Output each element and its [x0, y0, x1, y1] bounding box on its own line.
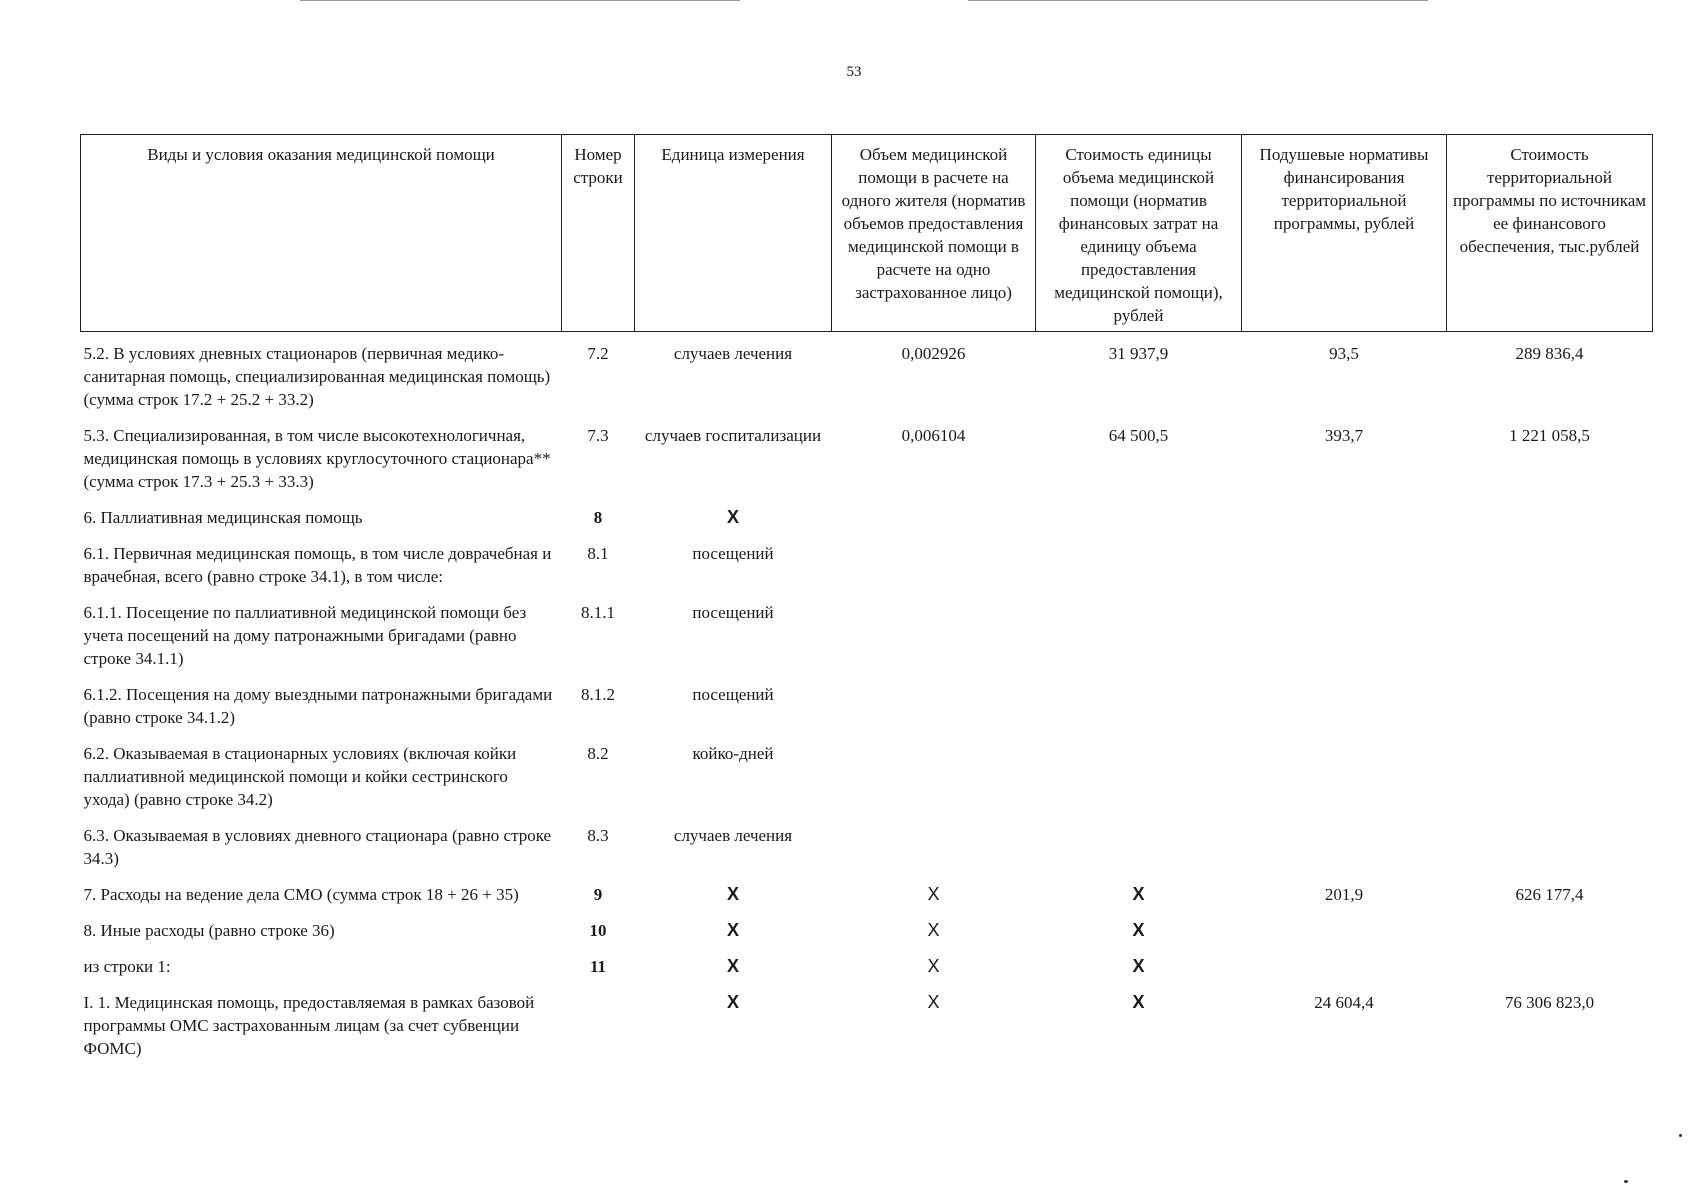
- row-unit: случаев лечения: [673, 826, 793, 845]
- table-row: [81, 506, 1653, 542]
- table-row: [81, 824, 1653, 883]
- row-per-capita: [1242, 601, 1447, 683]
- row-unit-cost: Х: [1132, 920, 1145, 940]
- row-total: [1447, 683, 1653, 742]
- row-total: [1447, 506, 1653, 542]
- scan-edge-right: [968, 0, 1428, 1]
- row-unit-cost: 31 937,9: [1108, 344, 1169, 363]
- table-row: [81, 424, 1653, 506]
- row-unit-cost: [1036, 601, 1242, 683]
- row-volume: [832, 683, 1036, 742]
- row-line: 8.1.2: [581, 685, 615, 704]
- row-line: 7.2: [587, 344, 609, 363]
- row-volume: [832, 506, 1036, 542]
- row-per-capita: 201,9: [1324, 885, 1364, 904]
- table-row: [81, 742, 1653, 824]
- row-unit: Х: [726, 956, 739, 976]
- table-body: [81, 332, 1653, 1074]
- row-line: 8.1.1: [581, 603, 615, 622]
- row-unit: посещений: [692, 685, 774, 704]
- row-description: 6. Паллиативная медицинская помощь: [83, 508, 363, 527]
- row-unit: случаев лечения: [673, 344, 793, 363]
- row-volume: Х: [927, 920, 940, 940]
- row-description: 6.3. Оказываемая в условиях дневного стационара (равно строке 34.3): [83, 826, 552, 868]
- row-total: [1447, 542, 1653, 601]
- row-unit-cost: [1036, 542, 1242, 601]
- header-unit-cost: Стоимость единицы объема медицинской помощи (норматив финансовых затрат на единицу объема предоставления медицинской помощи), рублей: [1036, 135, 1242, 332]
- row-description: 6.1.1. Посещение по паллиативной медицинской помощи без учета посещений на дому патронажными бригадами (равно строке 34.1.1): [83, 603, 527, 668]
- scan-speck: [1624, 1180, 1628, 1183]
- row-unit-cost: [1036, 506, 1242, 542]
- row-description: 6.2. Оказываемая в стационарных условиях (включая койки паллиативной медицинской помощи и койки сестринского ухода) (равно строке 34.2): [83, 744, 517, 809]
- row-volume: [832, 824, 1036, 883]
- table-row: [81, 991, 1653, 1073]
- row-total: [1447, 742, 1653, 824]
- row-unit: Х: [726, 992, 739, 1012]
- row-unit: койко-дней: [692, 744, 774, 763]
- row-volume: 0,006104: [901, 426, 966, 445]
- table-row: [81, 883, 1653, 919]
- row-per-capita: [1242, 742, 1447, 824]
- row-per-capita: 93,5: [1329, 344, 1359, 363]
- row-line: 8.1: [587, 544, 609, 563]
- row-line: 10: [589, 921, 607, 940]
- table-row: [81, 332, 1653, 425]
- row-unit-cost: [1036, 683, 1242, 742]
- table-row: [81, 955, 1653, 991]
- row-per-capita: 393,7: [1324, 426, 1364, 445]
- row-per-capita: 24 604,4: [1314, 993, 1374, 1012]
- header-per-capita: Подушевые нормативы финансирования территориальной программы, рублей: [1242, 135, 1447, 332]
- row-description: из строки 1:: [83, 957, 171, 976]
- page-number: 53: [846, 64, 862, 80]
- row-total: 289 836,4: [1515, 344, 1584, 363]
- table-row: [81, 542, 1653, 601]
- header-unit: Единица измерения: [635, 135, 832, 332]
- row-total: 76 306 823,0: [1504, 993, 1595, 1012]
- table-row: [81, 919, 1653, 955]
- row-description: 6.1. Первичная медицинская помощь, в том числе доврачебная и врачебная, всего (равно строке 34.1), в том числе:: [83, 544, 552, 586]
- row-line: 8: [593, 508, 603, 527]
- row-per-capita: [1242, 683, 1447, 742]
- row-unit-cost: [1036, 742, 1242, 824]
- row-unit: Х: [726, 884, 739, 904]
- row-line: 11: [589, 957, 607, 976]
- row-description: 5.2. В условиях дневных стационаров (первичная медико-санитарная помощь, специализированная медицинская помощь) (сумма строк 17.2 + 25.2 + 33.2): [83, 344, 551, 409]
- row-unit-cost: 64 500,5: [1108, 426, 1169, 445]
- row-unit: посещений: [692, 603, 774, 622]
- row-volume: 0,002926: [901, 344, 966, 363]
- row-per-capita: [1242, 824, 1447, 883]
- row-per-capita: [1242, 506, 1447, 542]
- row-volume: [832, 601, 1036, 683]
- row-unit: случаев госпитализации: [644, 426, 822, 445]
- row-total: [1447, 955, 1653, 991]
- scan-edge-left: [300, 0, 740, 1]
- row-description: 6.1.2. Посещения на дому выездными патронажными бригадами (равно строке 34.1.2): [83, 685, 553, 727]
- header-total-cost: Стоимость территориальной программы по источникам ее финансового обеспечения, тыс.рублей: [1447, 135, 1653, 332]
- row-line: [562, 991, 635, 1073]
- header-line-number: Номер строки: [562, 135, 635, 332]
- row-total: [1447, 919, 1653, 955]
- row-total: [1447, 824, 1653, 883]
- row-per-capita: [1242, 919, 1447, 955]
- table-row: [81, 601, 1653, 683]
- row-unit-cost: Х: [1132, 992, 1145, 1012]
- row-total: 1 221 058,5: [1509, 426, 1590, 445]
- row-line: 8.3: [587, 826, 609, 845]
- row-description: 5.3. Специализированная, в том числе высокотехнологичная, медицинская помощь в условиях круглосуточного стационара** (сумма строк 17.3 + 25.3 + 33.3): [83, 426, 551, 491]
- row-total: [1447, 601, 1653, 683]
- row-unit-cost: Х: [1132, 956, 1145, 976]
- row-volume: Х: [927, 884, 940, 904]
- row-volume: Х: [927, 992, 940, 1012]
- row-line: 9: [593, 885, 603, 904]
- row-unit-cost: [1036, 824, 1242, 883]
- header-row: [81, 135, 1653, 332]
- row-description: 7. Расходы на ведение дела СМО (сумма строк 18 + 26 + 35): [83, 885, 519, 904]
- row-line: 7.3: [587, 426, 609, 445]
- header-volume: Объем медицинской помощи в расчете на одного жителя (норматив объемов предоставления медицинской помощи в расчете на одно застрахованное лицо): [832, 135, 1036, 332]
- row-description: I. 1. Медицинская помощь, предоставляемая в рамках базовой программы ОМС застрахованным лицам (за счет субвенции ФОМС): [83, 993, 535, 1058]
- row-unit: посещений: [692, 544, 774, 563]
- row-description: 8. Иные расходы (равно строке 36): [83, 921, 335, 940]
- row-unit: Х: [726, 507, 739, 527]
- scan-speck: [1679, 1134, 1682, 1137]
- row-total: 626 177,4: [1515, 885, 1584, 904]
- table-row: [81, 683, 1653, 742]
- table-header: [81, 135, 1653, 332]
- row-per-capita: [1242, 542, 1447, 601]
- row-unit: Х: [726, 920, 739, 940]
- row-per-capita: [1242, 955, 1447, 991]
- row-volume: [832, 742, 1036, 824]
- row-volume: Х: [927, 956, 940, 976]
- financing-table: [80, 134, 1653, 1073]
- row-volume: [832, 542, 1036, 601]
- row-line: 8.2: [587, 744, 609, 763]
- header-care-types: Виды и условия оказания медицинской помощи: [81, 135, 562, 332]
- row-unit-cost: Х: [1132, 884, 1145, 904]
